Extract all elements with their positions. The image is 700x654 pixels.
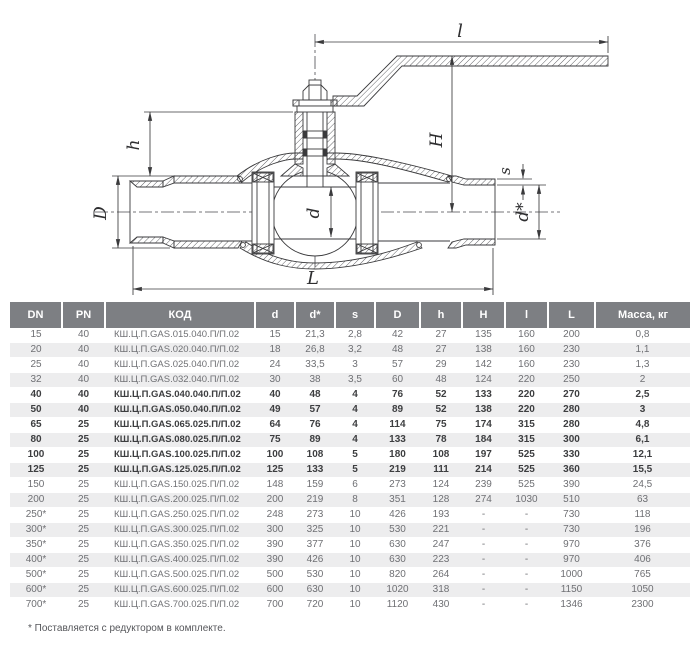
table-cell: 30 [255, 373, 295, 388]
table-cell: 42 [375, 328, 420, 343]
table-cell: 40 [62, 358, 105, 373]
table-cell: 273 [295, 508, 335, 523]
table-cell: 124 [420, 478, 462, 493]
table-cell: 530 [375, 523, 420, 538]
table-cell: 430 [420, 598, 462, 613]
table-cell: 2,8 [335, 328, 375, 343]
table-cell: 60 [375, 373, 420, 388]
handle-lever [333, 56, 608, 106]
table-cell: КШ.Ц.П.GAS.300.025.П/П.02 [105, 523, 255, 538]
table-row [10, 343, 690, 358]
table-cell: 24 [255, 358, 295, 373]
table-cell: 49 [255, 403, 295, 418]
table-cell: 138 [462, 403, 505, 418]
table-cell: 142 [462, 358, 505, 373]
table-cell: 15,5 [595, 463, 690, 478]
table-cell: 25 [10, 358, 62, 373]
table-cell: КШ.Ц.П.GAS.025.040.П/П.02 [105, 358, 255, 373]
table-cell: 274 [462, 493, 505, 508]
table-cell: 2,5 [595, 388, 690, 403]
table-cell: 133 [375, 433, 420, 448]
table-cell: 29 [420, 358, 462, 373]
dim-label-D: D [91, 206, 111, 220]
column-header: d [255, 302, 295, 328]
table-cell: 300 [548, 433, 595, 448]
table-cell: 230 [548, 343, 595, 358]
table-row [10, 463, 690, 478]
table-cell: 114 [375, 418, 420, 433]
table-cell: 40 [62, 403, 105, 418]
table-cell: 52 [420, 388, 462, 403]
table-cell: КШ.Ц.П.GAS.050.040.П/П.02 [105, 403, 255, 418]
table-cell: 360 [548, 463, 595, 478]
table-row [10, 598, 690, 613]
table-cell: 27 [420, 328, 462, 343]
table-cell: КШ.Ц.П.GAS.080.025.П/П.02 [105, 433, 255, 448]
table-cell: 25 [62, 448, 105, 463]
table-cell: 1,1 [595, 343, 690, 358]
table-cell: 160 [505, 343, 548, 358]
table-cell: 500* [10, 568, 62, 583]
table-cell: 250* [10, 508, 62, 523]
dim-label-L: L [307, 268, 319, 289]
table-cell: 4 [335, 388, 375, 403]
valve-drawing-area [0, 0, 700, 300]
table-cell: 1346 [548, 598, 595, 613]
column-header: s [335, 302, 375, 328]
table-cell: 223 [420, 553, 462, 568]
table-cell: 160 [505, 328, 548, 343]
table-cell: 15 [10, 328, 62, 343]
column-header: D [375, 302, 420, 328]
dim-label-H: H [427, 132, 447, 148]
column-header: d* [295, 302, 335, 328]
table-row [10, 388, 690, 403]
table-cell: 174 [462, 418, 505, 433]
table-cell: 8 [335, 493, 375, 508]
table-cell: 280 [548, 403, 595, 418]
table-cell: 76 [375, 388, 420, 403]
table-cell: 125 [10, 463, 62, 478]
column-header: h [420, 302, 462, 328]
table-cell: 25 [62, 523, 105, 538]
table-cell: 500 [255, 568, 295, 583]
column-header: L [548, 302, 595, 328]
table-cell: 10 [335, 568, 375, 583]
table-cell: 6 [335, 478, 375, 493]
table-row [10, 523, 690, 538]
table-row [10, 478, 690, 493]
table-cell: 426 [295, 553, 335, 568]
table-cell: 25 [62, 553, 105, 568]
table-cell: 525 [505, 478, 548, 493]
table-row [10, 358, 690, 373]
table-cell: КШ.Ц.П.GAS.015.040.П/П.02 [105, 328, 255, 343]
table-cell: 89 [375, 403, 420, 418]
table-cell: 48 [375, 343, 420, 358]
table-cell: 630 [375, 553, 420, 568]
table-cell: 40 [62, 343, 105, 358]
table-cell: 200 [10, 493, 62, 508]
table-cell: 220 [505, 373, 548, 388]
table-cell: КШ.Ц.П.GAS.065.025.П/П.02 [105, 418, 255, 433]
column-header: H [462, 302, 505, 328]
table-cell: 1050 [595, 583, 690, 598]
table-cell: 40 [62, 328, 105, 343]
table-cell: 600 [255, 583, 295, 598]
dim-label-s: s [496, 167, 514, 175]
table-cell: 25 [62, 598, 105, 613]
table-cell: 315 [505, 418, 548, 433]
table-cell: 75 [255, 433, 295, 448]
stem-nut [303, 85, 327, 100]
table-cell: 148 [255, 478, 295, 493]
table-cell: 5 [335, 463, 375, 478]
table-cell: 970 [548, 538, 595, 553]
table-cell: 600* [10, 583, 62, 598]
table-cell: - [462, 568, 505, 583]
table-cell: КШ.Ц.П.GAS.100.025.П/П.02 [105, 448, 255, 463]
table-row [10, 568, 690, 583]
table-cell: 630 [375, 538, 420, 553]
table-row [10, 448, 690, 463]
dim-label-h: h [124, 139, 144, 151]
table-cell: 25 [62, 583, 105, 598]
table-cell: 300* [10, 523, 62, 538]
table-cell: 214 [462, 463, 505, 478]
table-cell: - [505, 583, 548, 598]
table-cell: 133 [295, 463, 335, 478]
table-cell: 330 [548, 448, 595, 463]
table-cell: 159 [295, 478, 335, 493]
table-cell: 248 [255, 508, 295, 523]
table-cell: 350* [10, 538, 62, 553]
table-cell: 376 [595, 538, 690, 553]
table-row [10, 373, 690, 388]
table-cell: 221 [420, 523, 462, 538]
table-cell: 510 [548, 493, 595, 508]
table-cell: 133 [462, 388, 505, 403]
table-cell: 32 [10, 373, 62, 388]
table-cell: 108 [420, 448, 462, 463]
table-cell: 390 [548, 478, 595, 493]
table-cell: 426 [375, 508, 420, 523]
column-header: l [505, 302, 548, 328]
table-cell: КШ.Ц.П.GAS.500.025.П/П.02 [105, 568, 255, 583]
table-cell: 76 [295, 418, 335, 433]
column-header: PN [62, 302, 105, 328]
table-cell: - [462, 598, 505, 613]
table-cell: КШ.Ц.П.GAS.020.040.П/П.02 [105, 343, 255, 358]
table-cell: 80 [10, 433, 62, 448]
table-cell: 250 [548, 373, 595, 388]
table-cell: 10 [335, 523, 375, 538]
spec-table [10, 302, 690, 613]
table-cell: 196 [595, 523, 690, 538]
table-cell: 150 [10, 478, 62, 493]
table-row [10, 508, 690, 523]
table-cell: 765 [595, 568, 690, 583]
table-cell: 400* [10, 553, 62, 568]
table-cell: 100 [255, 448, 295, 463]
table-cell: КШ.Ц.П.GAS.150.025.П/П.02 [105, 478, 255, 493]
table-cell: 630 [295, 583, 335, 598]
table-cell: 720 [295, 598, 335, 613]
table-cell: - [505, 598, 548, 613]
table-cell: 50 [10, 403, 62, 418]
column-header: Масса, кг [595, 302, 690, 328]
table-cell: 1020 [375, 583, 420, 598]
table-row [10, 403, 690, 418]
table-cell: 108 [295, 448, 335, 463]
table-cell: 730 [548, 508, 595, 523]
table-row [10, 328, 690, 343]
table-cell: 25 [62, 568, 105, 583]
table-cell: КШ.Ц.П.GAS.600.025.П/П.02 [105, 583, 255, 598]
table-cell: 318 [420, 583, 462, 598]
table-cell: 184 [462, 433, 505, 448]
table-cell: 197 [462, 448, 505, 463]
table-cell: 27 [420, 343, 462, 358]
table-cell: 406 [595, 553, 690, 568]
table-cell: 52 [420, 403, 462, 418]
table-cell: - [505, 508, 548, 523]
table-cell: КШ.Ц.П.GAS.040.040.П/П.02 [105, 388, 255, 403]
table-cell: 15 [255, 328, 295, 343]
table-cell: 180 [375, 448, 420, 463]
table-row [10, 538, 690, 553]
table-cell: 40 [62, 388, 105, 403]
table-cell: - [505, 568, 548, 583]
table-cell: 111 [420, 463, 462, 478]
table-cell: КШ.Ц.П.GAS.700.025.П/П.02 [105, 598, 255, 613]
left-seat [252, 172, 274, 254]
table-cell: КШ.Ц.П.GAS.350.025.П/П.02 [105, 538, 255, 553]
table-cell: - [462, 508, 505, 523]
table-cell: - [462, 553, 505, 568]
dim-label-d-star: d* [513, 202, 533, 222]
table-cell: 1120 [375, 598, 420, 613]
table-cell: 220 [505, 388, 548, 403]
table-cell: 1,3 [595, 358, 690, 373]
table-cell: 25 [62, 433, 105, 448]
table-cell: 25 [62, 493, 105, 508]
table-cell: 138 [462, 343, 505, 358]
table-cell: 75 [420, 418, 462, 433]
ball-valve-section-drawing [0, 0, 700, 300]
table-cell: 264 [420, 568, 462, 583]
table-cell: 118 [595, 508, 690, 523]
spec-table-body [10, 328, 690, 613]
table-cell: 2300 [595, 598, 690, 613]
table-cell: 6,1 [595, 433, 690, 448]
table-cell: 4 [335, 418, 375, 433]
table-cell: 25 [62, 478, 105, 493]
table-cell: 273 [375, 478, 420, 493]
table-cell: 1030 [505, 493, 548, 508]
table-footnote: * Поставляется с редуктором в комплекте. [28, 623, 226, 634]
table-cell: 128 [420, 493, 462, 508]
table-cell: 25 [62, 538, 105, 553]
table-cell: 730 [548, 523, 595, 538]
table-cell: 315 [505, 433, 548, 448]
table-cell: КШ.Ц.П.GAS.125.025.П/П.02 [105, 463, 255, 478]
table-cell: 160 [505, 358, 548, 373]
table-cell: 64 [255, 418, 295, 433]
table-cell: 970 [548, 553, 595, 568]
dimension-lines [112, 36, 608, 295]
table-cell: 25 [62, 418, 105, 433]
table-cell: 20 [10, 343, 62, 358]
table-cell: 530 [295, 568, 335, 583]
table-cell: 220 [505, 403, 548, 418]
table-cell: 10 [335, 583, 375, 598]
table-cell: 219 [295, 493, 335, 508]
table-cell: 700 [255, 598, 295, 613]
table-cell: 125 [255, 463, 295, 478]
table-cell: 57 [295, 403, 335, 418]
table-cell: 124 [462, 373, 505, 388]
table-cell: 247 [420, 538, 462, 553]
table-cell: 25 [62, 463, 105, 478]
table-cell: 3 [335, 358, 375, 373]
table-cell: 10 [335, 508, 375, 523]
table-cell: 4,8 [595, 418, 690, 433]
table-cell: - [462, 538, 505, 553]
table-cell: 57 [375, 358, 420, 373]
table-cell: 3 [595, 403, 690, 418]
table-cell: 40 [255, 388, 295, 403]
table-cell: 21,3 [295, 328, 335, 343]
table-cell: 38 [295, 373, 335, 388]
table-cell: КШ.Ц.П.GAS.032.040.П/П.02 [105, 373, 255, 388]
table-cell: 89 [295, 433, 335, 448]
table-cell: 0,8 [595, 328, 690, 343]
spec-table-header-row [10, 302, 690, 328]
table-cell: 230 [548, 358, 595, 373]
column-header: КОД [105, 302, 255, 328]
table-cell: 193 [420, 508, 462, 523]
table-cell: - [505, 553, 548, 568]
table-row [10, 583, 690, 598]
table-cell: 63 [595, 493, 690, 508]
table-cell: 26,8 [295, 343, 335, 358]
table-cell: 3,5 [335, 373, 375, 388]
table-cell: КШ.Ц.П.GAS.200.025.П/П.02 [105, 493, 255, 508]
table-cell: КШ.Ц.П.GAS.400.025.П/П.02 [105, 553, 255, 568]
dim-label-d: d [304, 207, 324, 219]
table-cell: 24,5 [595, 478, 690, 493]
spec-table-area [0, 300, 700, 634]
table-cell: 390 [255, 538, 295, 553]
table-row [10, 553, 690, 568]
table-cell: КШ.Ц.П.GAS.250.025.П/П.02 [105, 508, 255, 523]
table-cell: 40 [62, 373, 105, 388]
table-cell: 270 [548, 388, 595, 403]
table-cell: 1150 [548, 583, 595, 598]
table-cell: - [462, 523, 505, 538]
table-cell: - [505, 523, 548, 538]
table-cell: 820 [375, 568, 420, 583]
table-cell: 25 [62, 508, 105, 523]
table-cell: 377 [295, 538, 335, 553]
table-cell: 219 [375, 463, 420, 478]
table-cell: 48 [295, 388, 335, 403]
table-cell: 525 [505, 463, 548, 478]
table-cell: 700* [10, 598, 62, 613]
table-cell: 300 [255, 523, 295, 538]
table-cell: 351 [375, 493, 420, 508]
table-cell: 135 [462, 328, 505, 343]
table-cell: 78 [420, 433, 462, 448]
table-cell: 280 [548, 418, 595, 433]
table-cell: 4 [335, 433, 375, 448]
table-cell: 40 [10, 388, 62, 403]
table-cell: - [505, 538, 548, 553]
dim-label-l: l [457, 21, 463, 42]
right-seat [356, 172, 378, 254]
table-cell: - [462, 583, 505, 598]
table-cell: 18 [255, 343, 295, 358]
table-cell: 2 [595, 373, 690, 388]
table-cell: 5 [335, 448, 375, 463]
column-header: DN [10, 302, 62, 328]
valve-body [130, 56, 608, 269]
table-cell: 10 [335, 553, 375, 568]
table-cell: 239 [462, 478, 505, 493]
table-cell: 48 [420, 373, 462, 388]
table-cell: 325 [295, 523, 335, 538]
table-cell: 390 [255, 553, 295, 568]
table-cell: 10 [335, 538, 375, 553]
table-cell: 525 [505, 448, 548, 463]
table-cell: 10 [335, 598, 375, 613]
table-cell: 65 [10, 418, 62, 433]
table-cell: 3,2 [335, 343, 375, 358]
table-cell: 4 [335, 403, 375, 418]
table-row [10, 493, 690, 508]
table-row [10, 433, 690, 448]
table-cell: 100 [10, 448, 62, 463]
table-cell: 200 [255, 493, 295, 508]
table-row [10, 418, 690, 433]
table-cell: 12,1 [595, 448, 690, 463]
table-cell: 1000 [548, 568, 595, 583]
table-cell: 200 [548, 328, 595, 343]
table-cell: 33,5 [295, 358, 335, 373]
